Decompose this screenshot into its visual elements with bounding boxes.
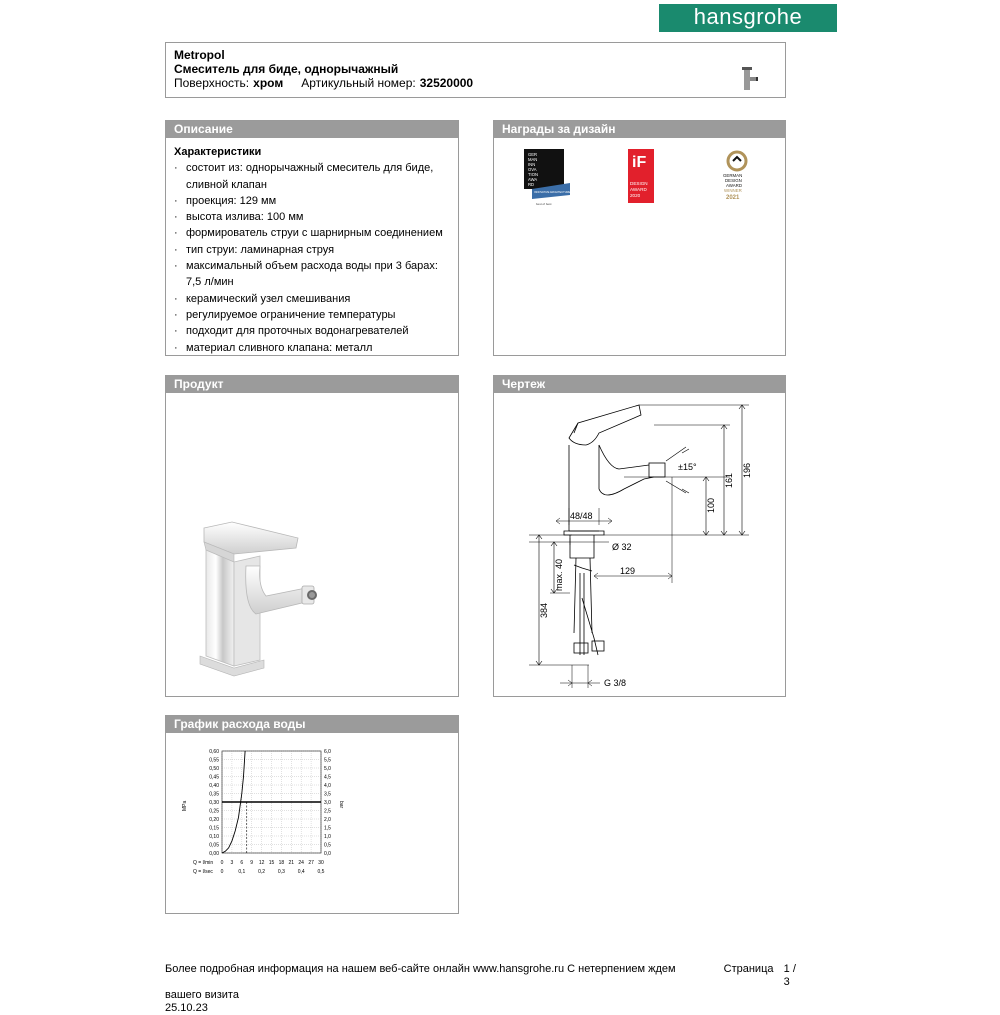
award-text: AWARD bbox=[630, 187, 647, 192]
feature-item: · состоит из: однорычажный смеситель для биде, сливной клапан bbox=[174, 160, 450, 193]
german-innovation-award-icon bbox=[524, 149, 572, 207]
award-text: 2020 bbox=[630, 193, 641, 198]
dim-196: 196 bbox=[742, 462, 752, 478]
y-tick-label-left: 0,60 bbox=[209, 748, 219, 755]
x-tick-label-lmin: 0 bbox=[220, 860, 224, 866]
article-value: 32520000 bbox=[419, 76, 474, 90]
dim-384: 384 bbox=[539, 602, 549, 618]
award-text: OVA bbox=[528, 167, 537, 172]
dim-100: 100 bbox=[706, 497, 716, 513]
award-text: GER bbox=[528, 152, 538, 157]
drawing-panel bbox=[493, 375, 786, 697]
x-tick-label-lmin: 24 bbox=[298, 860, 304, 866]
awards-title: Награды за дизайн bbox=[494, 121, 785, 138]
page-number: 1 / 3 bbox=[783, 963, 796, 988]
flow-chart bbox=[166, 733, 458, 913]
surface-value: хром bbox=[253, 76, 284, 90]
x-tick-label-lsec: 0,4 bbox=[297, 869, 305, 875]
y-tick-label-right: 6,0 bbox=[324, 748, 331, 755]
x-tick-label-lmin: 6 bbox=[240, 860, 244, 866]
article-label: Артикульный номер: bbox=[301, 76, 416, 90]
x-tick-label-lmin: 21 bbox=[288, 860, 295, 866]
product-title: Продукт bbox=[166, 376, 458, 393]
technical-drawing bbox=[494, 393, 785, 696]
y-tick-label-right: 5,5 bbox=[324, 757, 331, 764]
x-tick-label-lmin: 15 bbox=[268, 860, 275, 866]
dim-129: 129 bbox=[620, 566, 636, 576]
x-tick-label-lsec: 0,5 bbox=[317, 869, 325, 875]
y-tick-label-right: 1,0 bbox=[324, 833, 331, 840]
footer-info-text: Более подробная информация на нашем веб-сайте онлайн www.hansgrohe.ru С нетерпением ждем bbox=[165, 963, 676, 975]
award-text: best of best bbox=[536, 202, 552, 206]
y-tick-label-right: 4,0 bbox=[324, 782, 331, 789]
row-q-lsec-label: Q = l/sec bbox=[193, 869, 213, 875]
feature-item: · максимальный объем расхода воды при 3 барах: 7,5 л/мин bbox=[174, 258, 450, 291]
page-label: Страница bbox=[723, 963, 774, 975]
award-text: INN bbox=[528, 162, 536, 167]
page-footer bbox=[165, 963, 805, 1015]
x-tick-label-lsec: 0,3 bbox=[277, 869, 285, 875]
y-tick-label-left: 0,30 bbox=[209, 799, 219, 806]
if-design-award-icon bbox=[628, 149, 654, 203]
feature-item: · проекция: 129 мм bbox=[174, 193, 450, 209]
surface-label: Поверхность: bbox=[174, 76, 250, 90]
feature-item: · материал сливного клапана: металл bbox=[174, 340, 450, 356]
y-tick-label-left: 0,15 bbox=[209, 825, 219, 832]
dim-angle: ±15° bbox=[678, 462, 697, 472]
feature-item: · высота излива: 100 мм bbox=[174, 209, 450, 225]
y-tick-label-right: 2,0 bbox=[324, 816, 331, 823]
product-panel bbox=[165, 375, 459, 697]
flow-chart-title: График расхода воды bbox=[166, 716, 458, 733]
award-text: iF bbox=[632, 154, 647, 171]
y-tick-label-left: 0,25 bbox=[209, 808, 219, 815]
x-tick-label-lsec: 0,2 bbox=[258, 869, 266, 875]
award-text: 2021 bbox=[726, 195, 740, 201]
x-tick-label-lmin: 3 bbox=[230, 860, 234, 866]
award-text: GERMAN bbox=[723, 173, 743, 178]
award-text: MAN bbox=[528, 157, 538, 162]
features-subtitle: Характеристики bbox=[174, 146, 262, 158]
feature-item: · формирователь струи с шарнирным соединением bbox=[174, 225, 450, 241]
german-design-award-icon bbox=[722, 149, 752, 207]
x-tick-label-lsec: 0 bbox=[220, 869, 224, 875]
y-tick-label-right: 0,5 bbox=[324, 842, 331, 849]
award-text: TION bbox=[528, 172, 539, 177]
x-tick-label-lsec: 0,1 bbox=[238, 869, 246, 875]
description-title: Описание bbox=[166, 121, 458, 138]
feature-item: · тип струи: ламинарная струя bbox=[174, 242, 450, 258]
dim-diameter: Ø 32 bbox=[612, 542, 632, 552]
y-tick-label-right: 1,5 bbox=[324, 825, 331, 832]
y-tick-label-left: 0,00 bbox=[209, 850, 219, 857]
y-tick-label-left: 0,55 bbox=[209, 757, 219, 764]
award-text: WINNER bbox=[724, 188, 742, 193]
x-tick-label-lmin: 30 bbox=[318, 860, 324, 866]
award-text: DESIGN bbox=[630, 181, 648, 186]
dim-max40: max. 40 bbox=[554, 558, 564, 591]
award-text: AWARD bbox=[726, 183, 743, 188]
footer-date: 25.10.23 bbox=[165, 1002, 208, 1014]
feature-item: · керамический узел смешивания bbox=[174, 291, 450, 307]
right-unit-label: bar bbox=[338, 801, 344, 809]
dim-161: 161 bbox=[724, 472, 734, 488]
award-text: DESIGN bbox=[725, 178, 742, 183]
product-meta bbox=[174, 76, 777, 90]
y-tick-label-right: 5,0 bbox=[324, 765, 331, 772]
product-header bbox=[165, 42, 786, 98]
row-q-lmin-label: Q = l/min bbox=[193, 860, 214, 866]
product-description: Смеситель для биде, однорычажный bbox=[174, 62, 399, 76]
flow-chart-panel bbox=[165, 715, 459, 914]
y-tick-label-left: 0,50 bbox=[209, 765, 219, 772]
award-text: AWA bbox=[528, 177, 538, 182]
feature-item: · регулируемое ограничение температуры bbox=[174, 307, 450, 323]
y-tick-label-left: 0,10 bbox=[209, 833, 219, 840]
product-thumbnail-icon bbox=[737, 65, 761, 93]
faucet-product-image bbox=[186, 516, 326, 676]
y-tick-label-left: 0,20 bbox=[209, 816, 219, 823]
y-tick-label-left: 0,05 bbox=[209, 842, 219, 849]
awards-panel bbox=[493, 120, 786, 356]
dim-48-48: 48/48 bbox=[570, 511, 593, 521]
brand-logo[interactable]: hansgrohe bbox=[659, 4, 837, 32]
description-panel bbox=[165, 120, 459, 356]
x-tick-label-lmin: 27 bbox=[308, 860, 314, 866]
x-tick-label-lmin: 18 bbox=[278, 860, 285, 866]
dim-g38: G 3/8 bbox=[604, 678, 627, 688]
award-text: RD bbox=[528, 182, 535, 187]
y-tick-label-left: 0,35 bbox=[209, 791, 219, 798]
drawing-title: Чертеж bbox=[494, 376, 785, 393]
x-tick-label-lmin: 9 bbox=[250, 860, 254, 866]
y-tick-label-right: 2,5 bbox=[324, 808, 331, 815]
x-tick-label-lmin: 12 bbox=[258, 860, 265, 866]
product-name: Metropol bbox=[174, 48, 225, 62]
award-text: INNOVATIVE ARCHITECTURE bbox=[534, 191, 571, 194]
y-tick-label-right: 3,0 bbox=[324, 799, 331, 806]
y-tick-label-left: 0,45 bbox=[209, 774, 219, 781]
feature-item: · подходит для проточных водонагревателей bbox=[174, 323, 450, 339]
footer-info-text-2: вашего визита bbox=[165, 989, 239, 1001]
y-tick-label-right: 4,5 bbox=[324, 774, 331, 781]
left-unit-label: MPa bbox=[182, 800, 188, 811]
y-tick-label-right: 0,0 bbox=[324, 850, 331, 857]
y-tick-label-right: 3,5 bbox=[324, 791, 331, 798]
y-tick-label-left: 0,40 bbox=[209, 782, 219, 789]
